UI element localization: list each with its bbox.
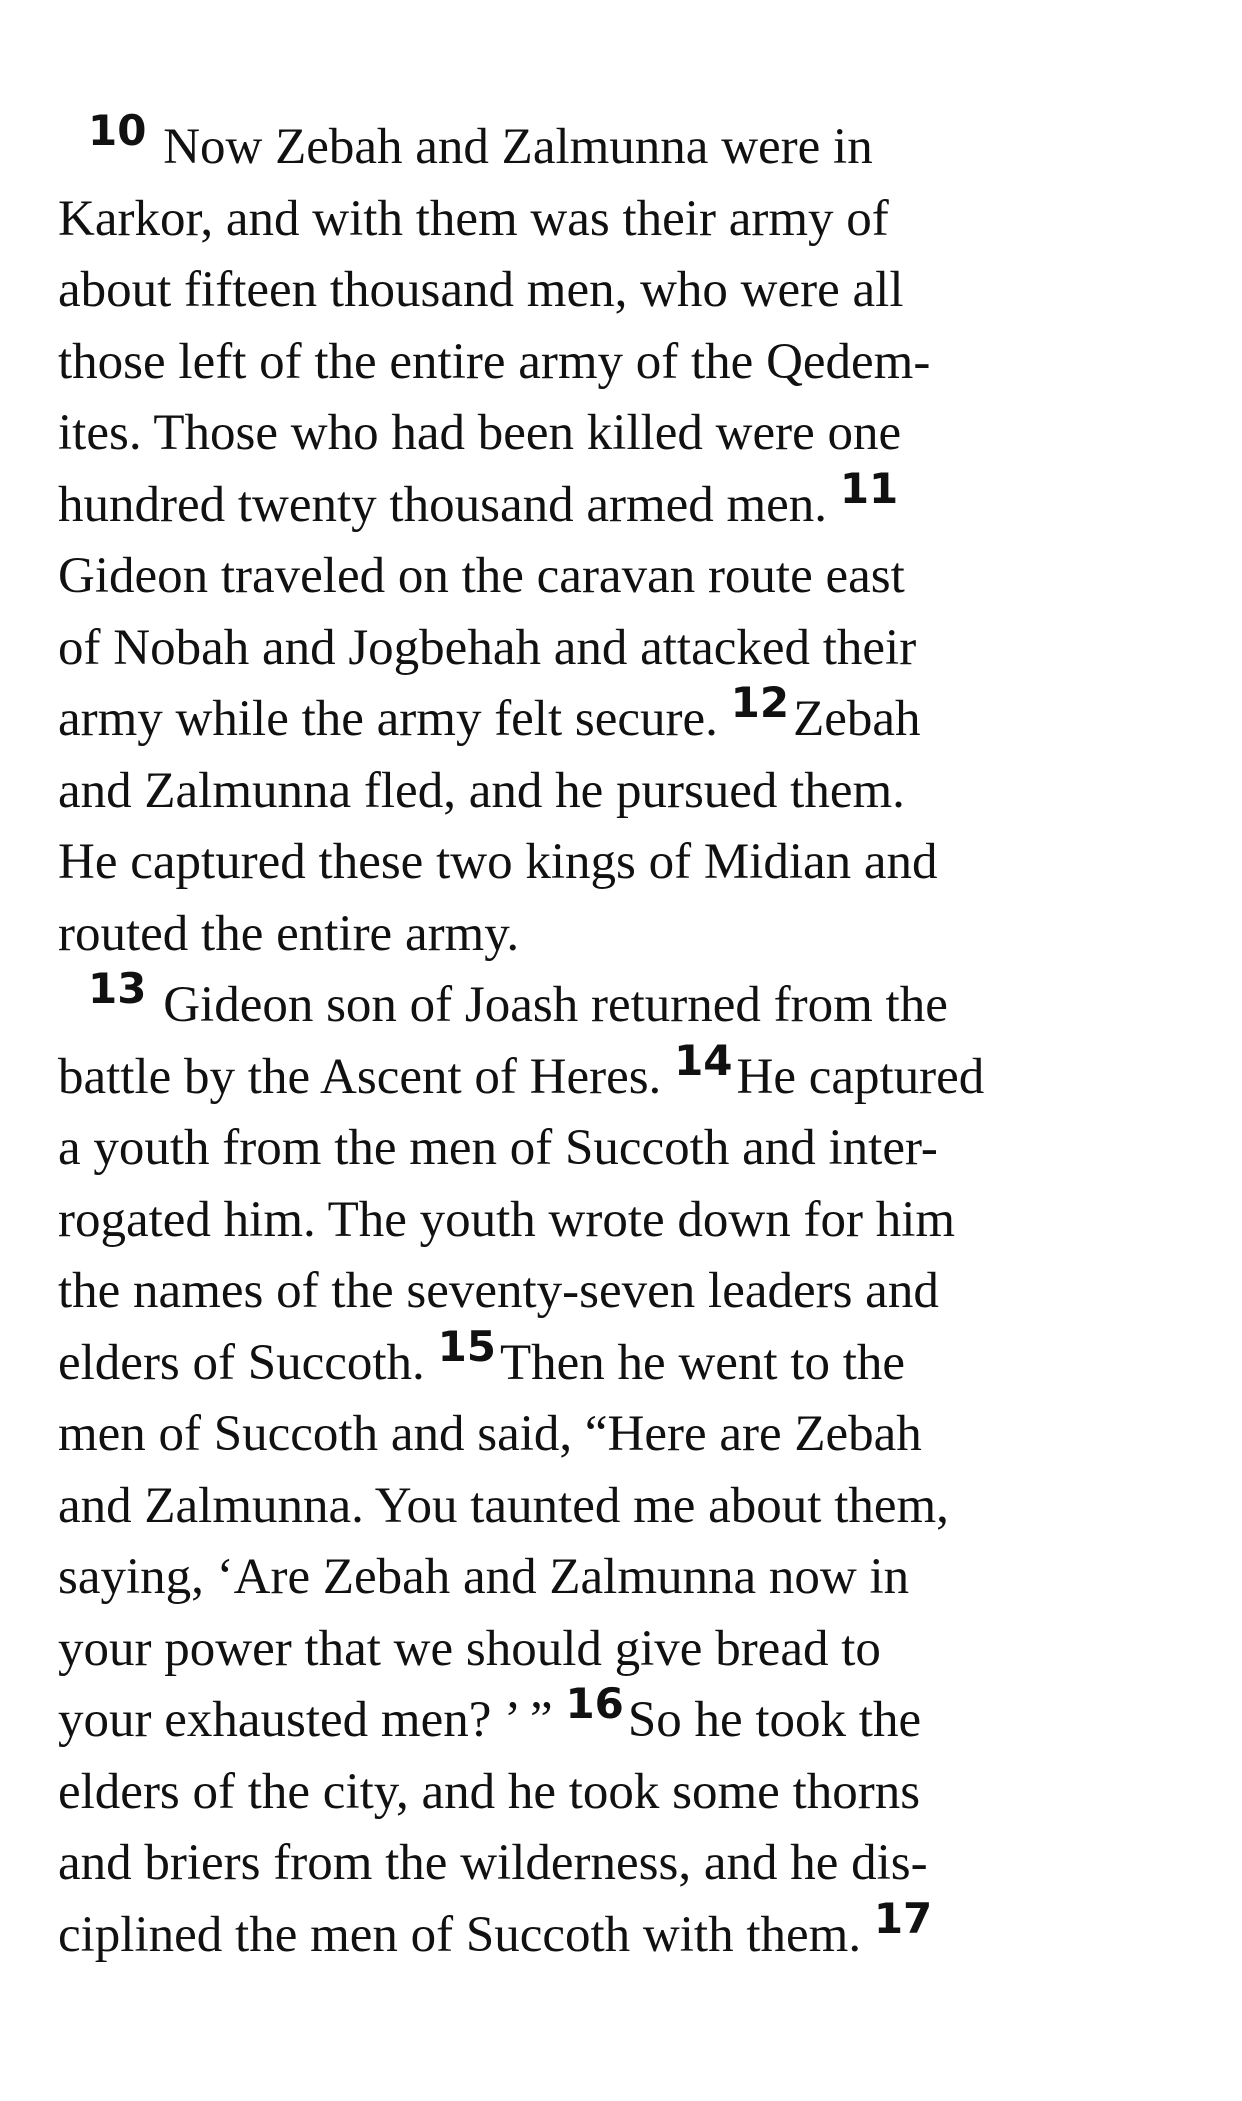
text-line (58, 1185, 1198, 1257)
text-line (58, 1256, 1198, 1328)
verse-text: Karkor, and with them was their army of (58, 190, 889, 247)
text-line (58, 1757, 1198, 1829)
verse-text: your power that we should give bread to (58, 1620, 881, 1677)
text-line (58, 255, 1198, 327)
verse-text: battle by the Ascent of Heres. (58, 1048, 662, 1105)
text-line (58, 827, 1198, 899)
text-line (58, 756, 1198, 828)
verse-number: 14 (674, 1035, 733, 1085)
verse-number: 16 (565, 1679, 624, 1728)
verse-text: those left of the entire army of the Qedem- (58, 333, 931, 390)
verse-text: rogated him. The youth wrote down for him (58, 1191, 956, 1248)
verse-text: Gideon traveled on the caravan route east (58, 548, 905, 604)
verse-text: Gideon son of Joash returned from the (163, 977, 948, 1033)
verse-text: a youth from the men of Succoth and inter- (58, 1120, 938, 1176)
verse-text: about fifteen thousand men, who were all (58, 262, 904, 318)
verse-text: hundred twenty thousand armed men. (58, 476, 828, 533)
verse-text: of Nobah and Jogbehah and attacked their (58, 619, 917, 676)
scripture-page (58, 106, 1198, 1971)
text-line (58, 327, 1198, 399)
verse-number: 13 (88, 964, 147, 1013)
text-line (58, 899, 1198, 971)
verse-number: 17 (873, 1893, 933, 1943)
text-line (58, 398, 1198, 470)
verse-number: 15 (437, 1321, 497, 1371)
text-line (58, 184, 1198, 256)
verse-text: the names of the seventy-seven leaders and (58, 1263, 939, 1319)
verse-text: and briers from the wilderness, and he dis- (58, 1835, 928, 1891)
verse-text: So he took the (627, 1692, 922, 1748)
text-line (58, 1828, 1198, 1900)
verse-text: Now Zebah and Zalmunna were in (163, 119, 873, 175)
verse-text: and Zalmunna fled, and he pursued them. (58, 762, 905, 819)
verse-number: 11 (839, 463, 899, 513)
verse-text: elders of Succoth. (58, 1334, 425, 1391)
verse-text: He captured these two kings of Midian and (58, 834, 938, 890)
text-line (58, 1321, 1198, 1400)
verse-number: 10 (88, 106, 147, 155)
verse-text: elders of the city, and he took some thorns (58, 1763, 921, 1820)
text-line (58, 1893, 1198, 1972)
verse-text: and Zalmunna. You taunted me about them, (58, 1477, 949, 1534)
text-line (58, 1035, 1198, 1114)
verse-number: 12 (730, 678, 790, 727)
text-line (58, 1542, 1198, 1614)
verse-text: routed the entire army. (58, 905, 520, 962)
verse-text: ites. Those who had been killed were one (58, 405, 902, 461)
verse-text: Zebah (793, 691, 921, 747)
verse-text: Then he went to the (500, 1334, 906, 1391)
text-line (58, 613, 1198, 685)
verse-text: He captured (736, 1048, 985, 1105)
text-line (58, 678, 1198, 756)
text-line (58, 106, 1198, 184)
text-line (58, 964, 1198, 1042)
text-line (58, 1399, 1198, 1471)
text-line (58, 463, 1198, 542)
text-line (58, 1614, 1198, 1686)
text-line (58, 541, 1198, 613)
verse-text: your exhausted men? ’ ” (58, 1692, 553, 1748)
verse-text: saying, ‘Are Zebah and Zalmunna now in (58, 1549, 910, 1605)
text-line (58, 1679, 1198, 1757)
verse-text: ciplined the men of Succoth with them. (58, 1906, 862, 1963)
text-line (58, 1113, 1198, 1185)
verse-text: army while the army felt secure. (58, 691, 718, 747)
verse-text: men of Succoth and said, “Here are Zebah (58, 1406, 922, 1462)
text-line (58, 1471, 1198, 1543)
